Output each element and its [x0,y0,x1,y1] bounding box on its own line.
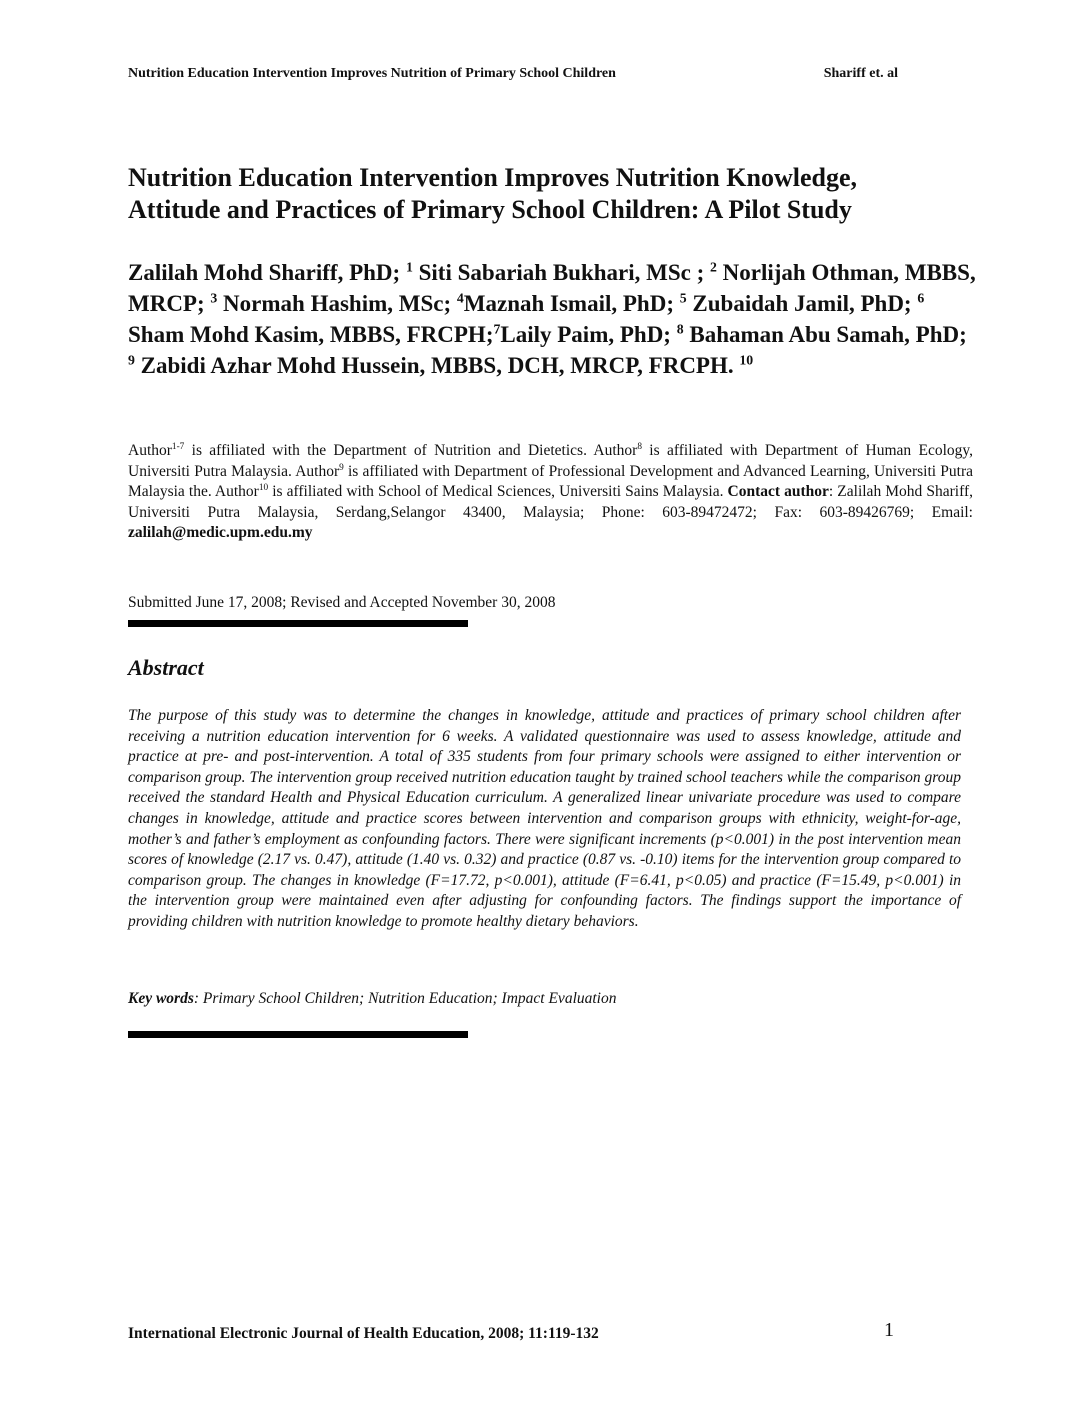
author-name: Norlijah Othman, MBBS, MRCP; [128,260,976,316]
author-name: Zubaidah Jamil, PhD; [686,291,918,316]
affiliation-text: is affiliated with Department of Human Ecology, Universiti Putra Malaysia. Author [128,442,974,480]
author-name: Siti Sabariah Bukhari, MSc ; [412,260,711,285]
author-number: 8 [676,321,684,337]
author-name: Maznah Ismail, PhD; [463,291,680,316]
affiliation-sup: 10 [258,483,269,494]
author-number: 10 [739,352,754,368]
author-name: Zabidi Azhar Mohd Hussein, MBBS, DCH, MRCP, FRCPH. [134,353,740,378]
keywords-label: Key words [128,990,194,1007]
section-divider [128,1031,468,1038]
paper-title [128,162,978,226]
author-number: 6 [917,290,925,306]
author-list [128,257,978,381]
author-name: Laily Paim, PhD; [500,322,677,347]
author-number: 1 [405,259,413,275]
author-name: Normah Hashim, MSc; [217,291,457,316]
author-number: 4 [456,290,464,306]
author-number: 9 [128,352,135,368]
affiliation-text: is affiliated with the Department of Nutrition and Dietetics. Author [184,442,638,459]
author-name: Bahaman Abu Samah, PhD; [683,322,967,347]
submission-dates: Submitted June 17, 2008; Revised and Accepted November 30, 2008 [128,594,556,611]
running-header [128,66,898,82]
affiliation-sup: 8 [637,441,642,452]
running-title: Nutrition Education Intervention Improves Nutrition of Primary School Children [128,66,616,81]
author-number: 3 [210,290,218,306]
author-number: 7 [493,321,501,337]
keywords-text: : Primary School Children; Nutrition Education; Impact Evaluation [193,990,617,1007]
author-number: 2 [710,259,717,275]
title-line-2: Attitude and Practices of Primary School Children: A Pilot Study [128,195,852,224]
affiliation-sup: 9 [339,462,344,473]
contact-email[interactable]: zalilah@medic.upm.edu.my [128,524,313,542]
abstract-body: The purpose of this study was to determine the changes in knowledge, attitude and practices of primary school children after receiving a nutrition education intervention for 6 weeks. A validated questionnaire was used to assess knowledge, attitude and practice at pre- and post-intervention. A total of 335 students from four primary schools were assigned to either intervention or comparison group. The intervention group received nutrition education taught by trained school teachers while the comparison group received the standard Health and Physical Education curriculum. A generalized linear univariate procedure was used to compare changes in knowledge, attitude and practice scores between intervention and comparison groups with ethnicity, weight-for-age, mother’s and father’s employment as confounding factors. There were significant increments (p<0.001) in the post intervention mean scores of knowledge (2.17 vs. 0.47), attitude (1.40 vs. 0.32) and practice (0.87 vs. -0.10) items for the intervention group compared to comparison group. The changes in knowledge (F=17.72, p<0.001), attitude (F=6.41, p<0.05) and practice (F=15.49, p<0.001) in the intervention group were maintained even after adjusting for confounding factors. The findings support the importance of providing children with nutrition knowledge to promote healthy dietary behaviors. [128,707,961,930]
keywords [128,990,617,1008]
author-name: Sham Mohd Kasim, MBBS, FRCPH; [128,322,494,347]
author-number: 5 [679,290,687,306]
author-name: Zalilah Mohd Shariff, PhD; [128,260,406,285]
page-number: 1 [884,1319,894,1341]
contact-author-label: Contact author [727,483,829,501]
affiliation-paragraph [128,441,973,544]
running-author: Shariff et. al [823,66,898,81]
affiliation-sup: 1-7 [171,441,185,452]
affiliation-text: Author [128,442,172,459]
title-line-1: Nutrition Education Intervention Improves Nutrition Knowledge, [128,163,857,192]
affiliation-text: is affiliated with School of Medical Sciences, Universiti Sains Malaysia. [268,483,728,501]
section-divider [128,620,468,627]
affiliation-text: : Zalilah Mohd Shariff, Universiti Putra Malaysia, Serdang,Selangor 43400, Malaysia; Phone: 603-89472472; Fax: 603-89426769; Email: [128,483,973,521]
journal-citation: International Electronic Journal of Health Education, 2008; 11:119-132 [128,1325,599,1342]
abstract-heading: Abstract [128,655,204,680]
affiliation-text: is affiliated with Department of Professional Development and Advanced Learning, Universiti Putra Malaysia the. Author [128,462,973,501]
